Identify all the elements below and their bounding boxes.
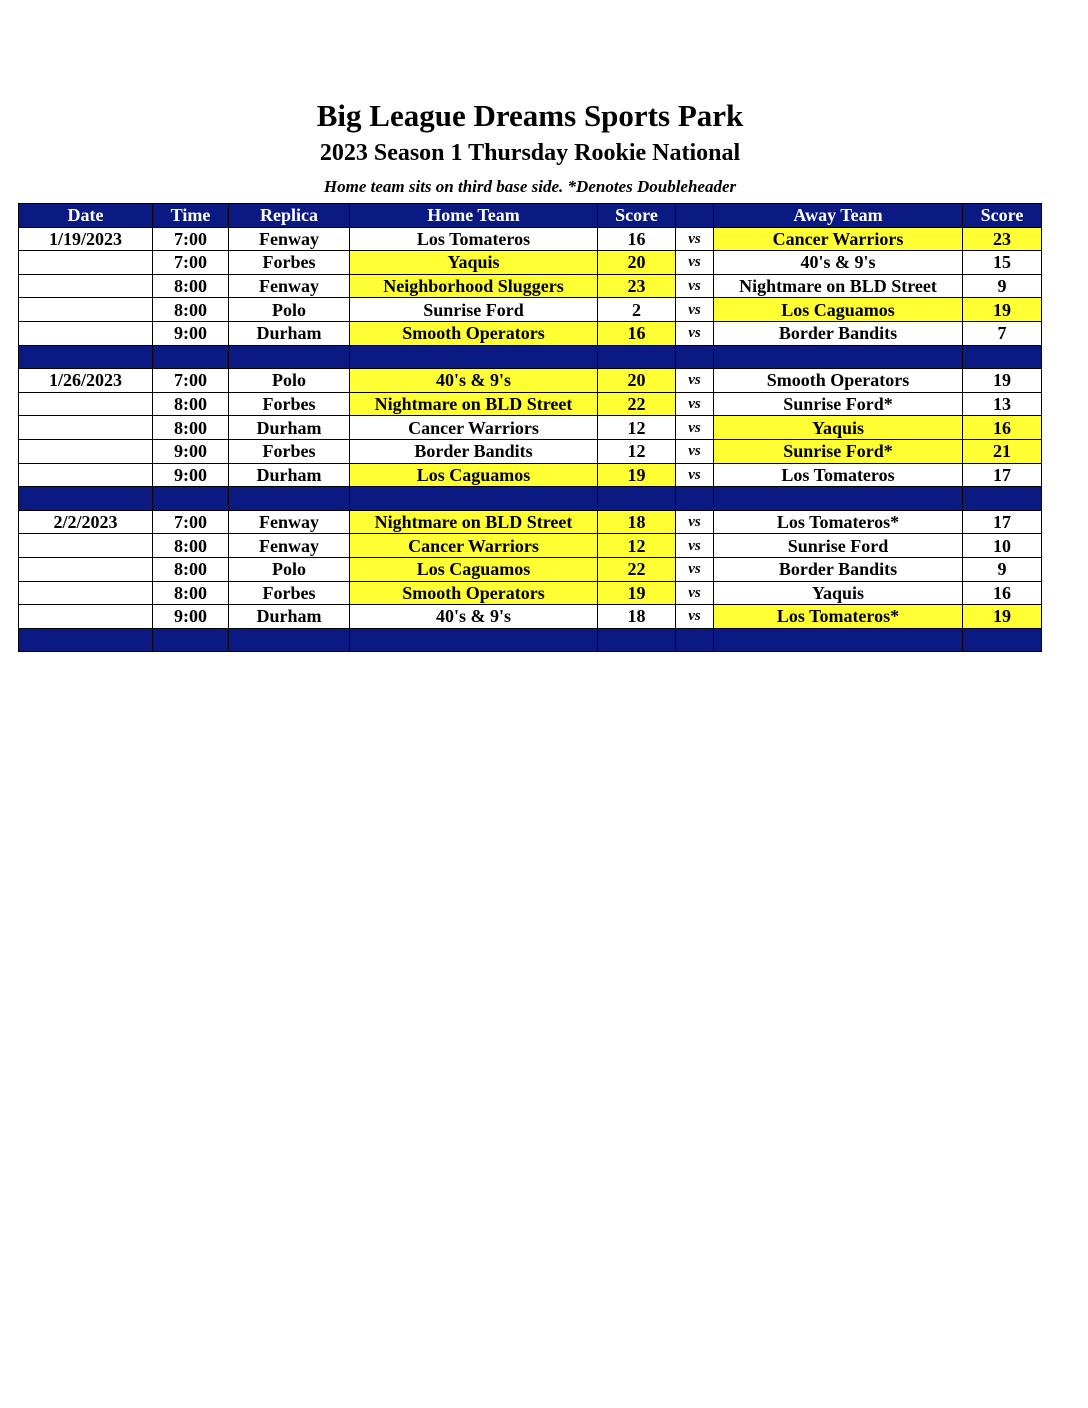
- game-time: 8:00: [153, 557, 229, 581]
- home-score: 12: [598, 439, 676, 463]
- home-team: Smooth Operators: [350, 581, 598, 605]
- game-row: [19, 251, 1042, 275]
- game-time: 7:00: [153, 369, 229, 393]
- game-date: 1/19/2023: [19, 227, 153, 251]
- separator-cell: [598, 487, 676, 511]
- game-replica-field: Durham: [229, 321, 350, 345]
- vs-label: vs: [676, 274, 714, 298]
- game-date: 1/26/2023: [19, 369, 153, 393]
- game-row: [19, 416, 1042, 440]
- column-header-vs: [676, 204, 714, 228]
- away-score: 15: [963, 251, 1042, 275]
- vs-label: vs: [676, 227, 714, 251]
- away-score: 19: [963, 298, 1042, 322]
- game-row: [19, 510, 1042, 534]
- separator-cell: [598, 628, 676, 652]
- away-team: Los Caguamos: [714, 298, 963, 322]
- separator-cell: [963, 487, 1042, 511]
- vs-label: vs: [676, 581, 714, 605]
- home-team: Cancer Warriors: [350, 534, 598, 558]
- game-replica-field: Fenway: [229, 510, 350, 534]
- game-replica-field: Durham: [229, 416, 350, 440]
- separator-cell: [676, 628, 714, 652]
- column-header-home-score: Score: [598, 204, 676, 228]
- away-score: 10: [963, 534, 1042, 558]
- game-time: 7:00: [153, 227, 229, 251]
- game-time: 8:00: [153, 392, 229, 416]
- away-team: Yaquis: [714, 581, 963, 605]
- game-replica-field: Polo: [229, 298, 350, 322]
- home-team: Smooth Operators: [350, 321, 598, 345]
- home-team: Neighborhood Sluggers: [350, 274, 598, 298]
- game-row: [19, 274, 1042, 298]
- away-score: 16: [963, 581, 1042, 605]
- game-replica-field: Polo: [229, 369, 350, 393]
- separator-cell: [153, 628, 229, 652]
- separator-cell: [19, 487, 153, 511]
- game-replica-field: Durham: [229, 605, 350, 629]
- home-team: Nightmare on BLD Street: [350, 510, 598, 534]
- vs-label: vs: [676, 463, 714, 487]
- game-date: [19, 251, 153, 275]
- game-replica-field: Durham: [229, 463, 350, 487]
- column-header-away-score: Score: [963, 204, 1042, 228]
- game-date: [19, 534, 153, 558]
- game-replica-field: Forbes: [229, 439, 350, 463]
- game-time: 8:00: [153, 298, 229, 322]
- separator-cell: [19, 628, 153, 652]
- separator-cell: [229, 628, 350, 652]
- game-row: [19, 534, 1042, 558]
- away-team: Sunrise Ford*: [714, 392, 963, 416]
- separator-cell: [714, 487, 963, 511]
- game-date: [19, 463, 153, 487]
- away-score: 17: [963, 510, 1042, 534]
- game-date: [19, 439, 153, 463]
- separator-cell: [598, 345, 676, 369]
- column-header-replica: Replica: [229, 204, 350, 228]
- home-score: 16: [598, 227, 676, 251]
- vs-label: vs: [676, 392, 714, 416]
- game-date: [19, 605, 153, 629]
- separator-cell: [714, 345, 963, 369]
- away-team: Cancer Warriors: [714, 227, 963, 251]
- away-team: 40's & 9's: [714, 251, 963, 275]
- game-date: [19, 321, 153, 345]
- vs-label: vs: [676, 251, 714, 275]
- game-time: 9:00: [153, 605, 229, 629]
- game-date: [19, 581, 153, 605]
- away-score: 9: [963, 274, 1042, 298]
- separator-row: [19, 487, 1042, 511]
- game-row: [19, 439, 1042, 463]
- away-score: 19: [963, 369, 1042, 393]
- game-time: 9:00: [153, 321, 229, 345]
- away-score: 23: [963, 227, 1042, 251]
- game-replica-field: Fenway: [229, 534, 350, 558]
- separator-cell: [676, 345, 714, 369]
- column-header-home-team: Home Team: [350, 204, 598, 228]
- game-replica-field: Polo: [229, 557, 350, 581]
- home-score: 20: [598, 251, 676, 275]
- game-row: [19, 392, 1042, 416]
- page-title: Big League Dreams Sports Park: [316, 98, 744, 133]
- home-team: 40's & 9's: [350, 605, 598, 629]
- game-row: [19, 581, 1042, 605]
- separator-cell: [714, 628, 963, 652]
- home-team: Nightmare on BLD Street: [350, 392, 598, 416]
- game-date: 2/2/2023: [19, 510, 153, 534]
- separator-cell: [676, 487, 714, 511]
- away-score: 19: [963, 605, 1042, 629]
- separator-cell: [350, 487, 598, 511]
- home-score: 16: [598, 321, 676, 345]
- separator-cell: [963, 628, 1042, 652]
- game-row: [19, 298, 1042, 322]
- away-team: Border Bandits: [714, 321, 963, 345]
- schedule-table: [18, 203, 1042, 652]
- separator-cell: [350, 345, 598, 369]
- separator-cell: [153, 487, 229, 511]
- vs-label: vs: [676, 534, 714, 558]
- away-score: 7: [963, 321, 1042, 345]
- home-score: 20: [598, 369, 676, 393]
- home-team: Sunrise Ford: [350, 298, 598, 322]
- game-replica-field: Forbes: [229, 392, 350, 416]
- game-row: [19, 463, 1042, 487]
- away-team: Los Tomateros*: [714, 605, 963, 629]
- home-score: 18: [598, 510, 676, 534]
- home-score: 2: [598, 298, 676, 322]
- separator-cell: [153, 345, 229, 369]
- schedule-note: Home team sits on third base side. *Denotes Doubleheader: [323, 177, 737, 196]
- home-score: 18: [598, 605, 676, 629]
- home-team: Los Caguamos: [350, 463, 598, 487]
- vs-label: vs: [676, 439, 714, 463]
- away-team: Los Tomateros: [714, 463, 963, 487]
- game-replica-field: Forbes: [229, 251, 350, 275]
- separator-cell: [350, 628, 598, 652]
- away-score: 16: [963, 416, 1042, 440]
- game-time: 7:00: [153, 251, 229, 275]
- game-time: 7:00: [153, 510, 229, 534]
- game-row: [19, 369, 1042, 393]
- away-team: Sunrise Ford: [714, 534, 963, 558]
- home-team: Cancer Warriors: [350, 416, 598, 440]
- game-time: 8:00: [153, 581, 229, 605]
- game-time: 8:00: [153, 416, 229, 440]
- game-time: 9:00: [153, 439, 229, 463]
- schedule-body: [19, 227, 1042, 652]
- game-date: [19, 416, 153, 440]
- game-row: [19, 557, 1042, 581]
- home-score: 12: [598, 416, 676, 440]
- game-date: [19, 557, 153, 581]
- away-team: Border Bandits: [714, 557, 963, 581]
- home-score: 19: [598, 581, 676, 605]
- game-time: 8:00: [153, 274, 229, 298]
- home-team: Yaquis: [350, 251, 598, 275]
- home-score: 19: [598, 463, 676, 487]
- separator-row: [19, 345, 1042, 369]
- away-team: Nightmare on BLD Street: [714, 274, 963, 298]
- column-header-time: Time: [153, 204, 229, 228]
- home-team: Los Tomateros: [350, 227, 598, 251]
- game-date: [19, 298, 153, 322]
- vs-label: vs: [676, 605, 714, 629]
- away-team: Yaquis: [714, 416, 963, 440]
- home-score: 22: [598, 392, 676, 416]
- home-team: Border Bandits: [350, 439, 598, 463]
- away-team: Smooth Operators: [714, 369, 963, 393]
- vs-label: vs: [676, 298, 714, 322]
- vs-label: vs: [676, 510, 714, 534]
- vs-label: vs: [676, 416, 714, 440]
- away-score: 13: [963, 392, 1042, 416]
- away-score: 21: [963, 439, 1042, 463]
- separator-cell: [19, 345, 153, 369]
- separator-row: [19, 628, 1042, 652]
- game-row: [19, 321, 1042, 345]
- game-date: [19, 392, 153, 416]
- game-row: [19, 227, 1042, 251]
- game-replica-field: Forbes: [229, 581, 350, 605]
- separator-cell: [963, 345, 1042, 369]
- home-score: 12: [598, 534, 676, 558]
- vs-label: vs: [676, 369, 714, 393]
- game-replica-field: Fenway: [229, 274, 350, 298]
- away-score: 9: [963, 557, 1042, 581]
- home-team: Los Caguamos: [350, 557, 598, 581]
- game-date: [19, 274, 153, 298]
- separator-cell: [229, 487, 350, 511]
- game-time: 8:00: [153, 534, 229, 558]
- vs-label: vs: [676, 321, 714, 345]
- away-team: Los Tomateros*: [714, 510, 963, 534]
- home-team: 40's & 9's: [350, 369, 598, 393]
- away-score: 17: [963, 463, 1042, 487]
- separator-cell: [229, 345, 350, 369]
- vs-label: vs: [676, 557, 714, 581]
- home-score: 23: [598, 274, 676, 298]
- column-header-away-team: Away Team: [714, 204, 963, 228]
- header-row: [19, 204, 1042, 228]
- column-header-date: Date: [19, 204, 153, 228]
- game-replica-field: Fenway: [229, 227, 350, 251]
- page-subtitle: 2023 Season 1 Thursday Rookie National: [319, 140, 741, 166]
- home-score: 22: [598, 557, 676, 581]
- game-row: [19, 605, 1042, 629]
- game-time: 9:00: [153, 463, 229, 487]
- away-team: Sunrise Ford*: [714, 439, 963, 463]
